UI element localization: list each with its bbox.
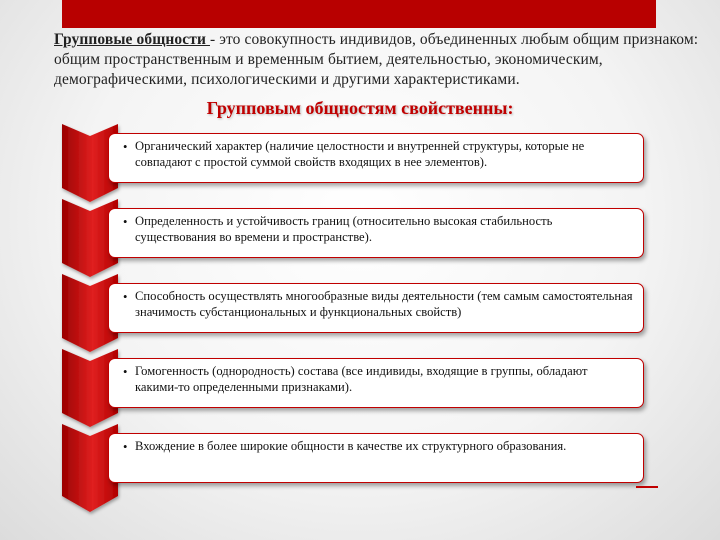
bullet-icon: • — [123, 215, 128, 229]
bullet-icon: • — [123, 290, 128, 304]
definition-text: - это совокупность индивидов, объединенных любым общим признаком: общим пространственным и временным бытием, деятельностью, экономическим, демографическими, психологическими и другими характеристиками. — [54, 31, 699, 88]
list-item-text: Органический характер (наличие целостности и внутренней структуры, которые не совпадают с простой суммой свойств входящих в нее элементов). — [135, 139, 585, 169]
bullet-icon: • — [123, 365, 128, 379]
defined-term: Групповые общности — [54, 31, 210, 48]
list-item — [108, 358, 644, 408]
list-item — [108, 433, 644, 483]
list-item — [108, 133, 644, 183]
list-item — [108, 283, 644, 333]
list-item-text: Гомогенность (однородность) состава (все индивиды, входящие в группы, обладают какими-то определенными признаками). — [135, 364, 588, 394]
bullet-icon: • — [123, 140, 128, 154]
list-item-text: Определенность и устойчивость границ (относительно высокая стабильность существования во времени и пространстве). — [135, 214, 553, 244]
list-item-text: Способность осуществлять многообразные виды деятельности (тем самым самостоятельная значимость субстанциональных и функциональных свойств) — [135, 289, 633, 319]
decorative-underline — [636, 486, 658, 488]
list-heading: Групповым общностям свойственны: — [206, 98, 514, 118]
list-item-text: Вхождение в более широкие общности в качестве их структурного образования. — [135, 439, 567, 453]
list-item — [108, 208, 644, 258]
bullet-icon: • — [123, 440, 128, 454]
